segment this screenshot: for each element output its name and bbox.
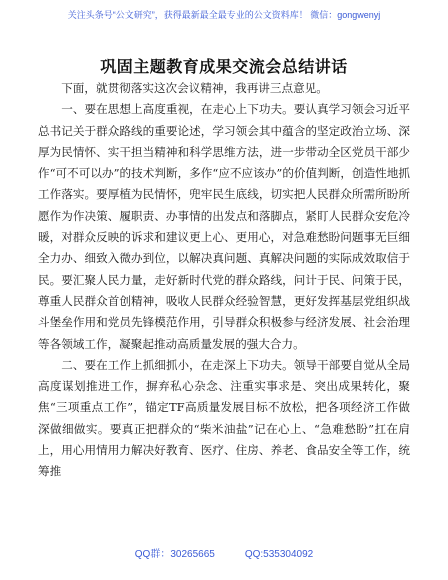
footer-contact [0, 545, 448, 560]
footer-qq: QQ:535304092 [244, 549, 314, 560]
document-title: 巩固主题教育成果交流会总结讲话 [100, 57, 348, 76]
paragraph-point-two: 二、要在工作上抓细抓小，在走深上下功夫。领导干部要自觉从全局高度谋划推进工作，摒弃私心杂念、注重实事求是、突出成果转化，聚焦“三项重点工作”，锚定TF高质量发展目标不放松，把各项经济工作做深做细做实。要真正把群众的“柴米油盐”记在心上、“急难愁盼”扛在肩上，用心用情用力解决好教育、医疗、住房、养老、食品安全等工作，统筹推 [38, 357, 410, 479]
paragraph-point-one: 一、要在思想上高度重视，在走心上下功夫。要认真学习领会习近平总书记关于群众路线的重要论述，学习领会其中蕴含的坚定政治立场、深厚为民情怀、实干担当精神和科学思维方法，进一步带动全区党员干部少作“可不可以办”的技术判断，多作“应不应该办”的价值判断，创造性地抓工作落实。要厚植为民情怀，兜牢民生底线，切实把人民群众所需所盼所愿作为作决策、履职责、办事情的出发点和落脚点，紧盯人民群众安危冷暖，对群众反映的诉求和建议更上心、更用心，对急难愁盼问题事无巨细全力办、细致入微办到位，以解决真问题、真解决问题的实际成效取信于民。要汇聚人民力量，走好新时代党的群众路线，问计于民、问策于民，尊重人民群众首创精神，吸收人民群众经验智慧，更好发挥基层党组织战斗堡垒作用和党员先锋模范作用，引导群众积极参与经济发展、社会治理等各领域工作，凝聚起推动高质量发展的强大合力。 [38, 102, 410, 351]
paragraph-intro: 下面，就贯彻落实这次会议精神，我再讲三点意见。 [61, 81, 328, 95]
document-body [38, 78, 410, 483]
footer-qq-group: QQ群：30265665 [134, 549, 215, 560]
header-banner: 关注头条号“公文研究”，获得最新最全最专业的公文资料库！ 微信：gongwenyj [67, 10, 381, 20]
